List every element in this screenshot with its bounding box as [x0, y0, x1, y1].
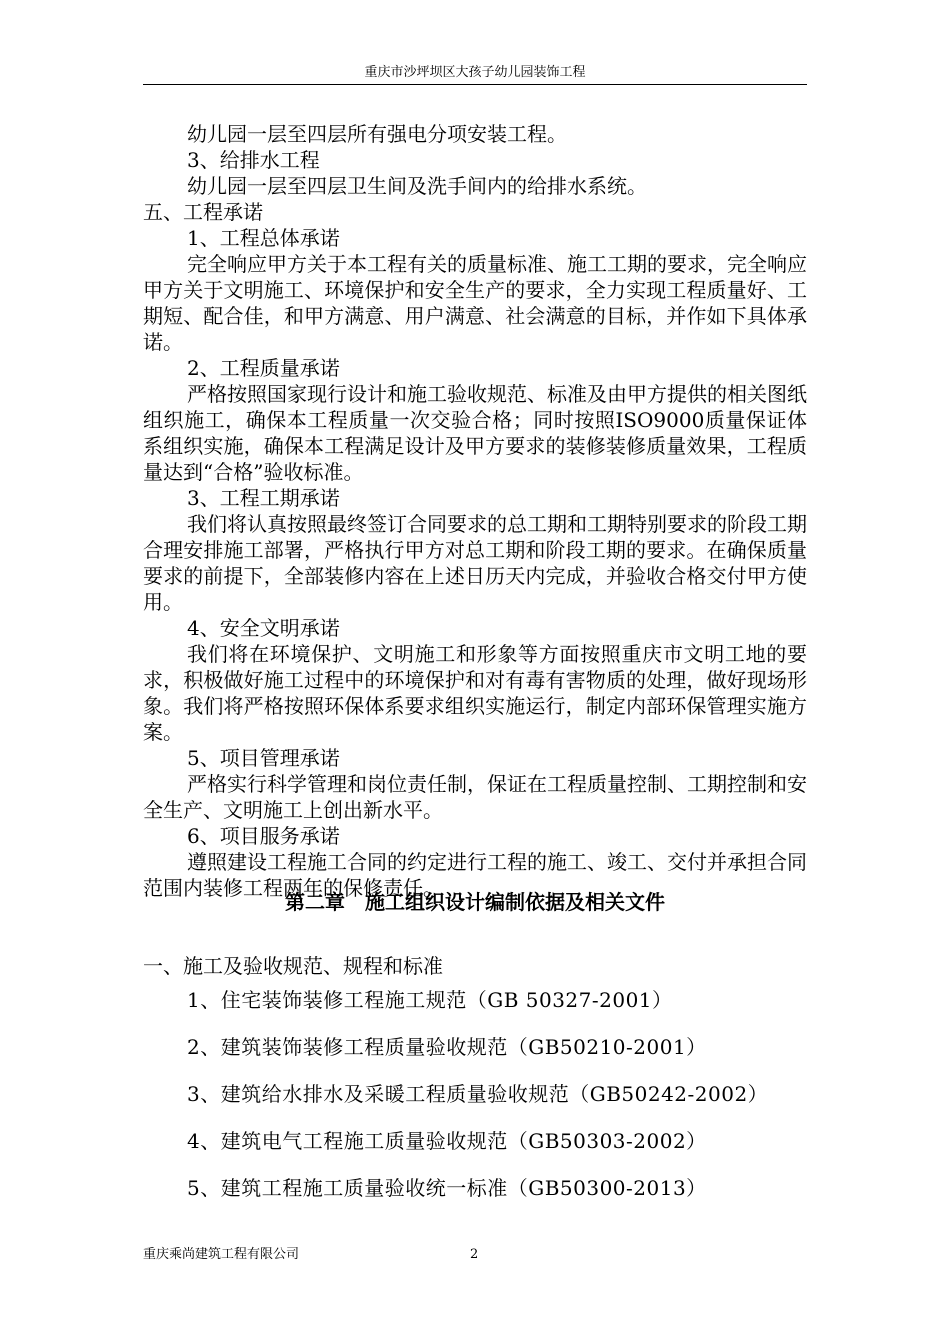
subheading: 3、给排水工程: [187, 148, 320, 172]
paragraph: 我们将认真按照最终签订合同要求的总工期和工期特别要求的阶段工期合理安排施工部署，严格执行甲方对总工期和阶段工期的要求。在确保质量要求的前提下，全部装修内容在上述日历天内完成，并验收合格交付甲方使用。: [143, 512, 807, 614]
body-text: [143, 121, 807, 901]
list-item: 3、建筑给水排水及采暖工程质量验收规范（GB50242-2002）: [187, 1082, 769, 1106]
subheading: 4、安全文明承诺: [187, 616, 340, 640]
section-heading: 一、施工及验收规范、规程和标准: [143, 954, 443, 978]
paragraph: 幼儿园一层至四层卫生间及洗手间内的给排水系统。: [187, 174, 647, 198]
list-item: 5、建筑工程施工质量验收统一标准（GB50300-2013）: [187, 1176, 707, 1200]
subheading: 2、工程质量承诺: [187, 356, 340, 380]
page-number: 2: [470, 1247, 479, 1262]
list-item: 2、建筑装饰装修工程质量验收规范（GB50210-2001）: [187, 1035, 707, 1059]
paragraph: 严格实行科学管理和岗位责任制，保证在工程质量控制、工期控制和安全生产、文明施工上创出新水平。: [143, 772, 807, 822]
section-heading: 五、工程承诺: [143, 200, 263, 224]
paragraph: 遵照建设工程施工合同的约定进行工程的施工、竣工、交付并承担合同范围内装修工程两年的保修责任。: [143, 850, 807, 900]
paragraph: 完全响应甲方关于本工程有关的质量标准、施工工期的要求，完全响应甲方关于文明施工、环境保护和安全生产的要求，全力实现工程质量好、工期短、配合佳，和甲方满意、用户满意、社会满意的目标，并作如下具体承诺。: [143, 252, 807, 354]
paragraph: 我们将在环境保护、文明施工和形象等方面按照重庆市文明工地的要求，积极做好施工过程中的环境保护和对有毒有害物质的处理，做好现场形象。我们将严格按照环保体系要求组织实施运行，制定内部环保管理实施方案。: [143, 642, 807, 744]
standards-list: [187, 987, 807, 1222]
subheading: 1、工程总体承诺: [187, 226, 340, 250]
chapter-title: 第二章 施工组织设计编制依据及相关文件: [285, 890, 665, 914]
paragraph: 严格按照国家现行设计和施工验收规范、标准及由甲方提供的相关图纸组织施工，确保本工程质量一次交验合格；同时按照ISO9000质量保证体系组织实施，确保本工程满足设计及甲方要求的装修装修质量效果，工程质量达到“合格”验收标准。: [143, 382, 807, 484]
subheading: 6、项目服务承诺: [187, 824, 340, 848]
page-header: 重庆市沙坪坝区大孩子幼儿园装饰工程: [364, 65, 586, 80]
header-rule: [143, 84, 807, 85]
subheading: 3、工程工期承诺: [187, 486, 340, 510]
paragraph: 幼儿园一层至四层所有强电分项安装工程。: [187, 122, 567, 146]
list-item: 4、建筑电气工程施工质量验收规范（GB50303-2002）: [187, 1129, 707, 1153]
subheading: 5、项目管理承诺: [187, 746, 340, 770]
footer-company: 重庆乘尚建筑工程有限公司: [143, 1247, 300, 1262]
list-item: 1、住宅装饰装修工程施工规范（GB 50327-2001）: [187, 988, 673, 1012]
